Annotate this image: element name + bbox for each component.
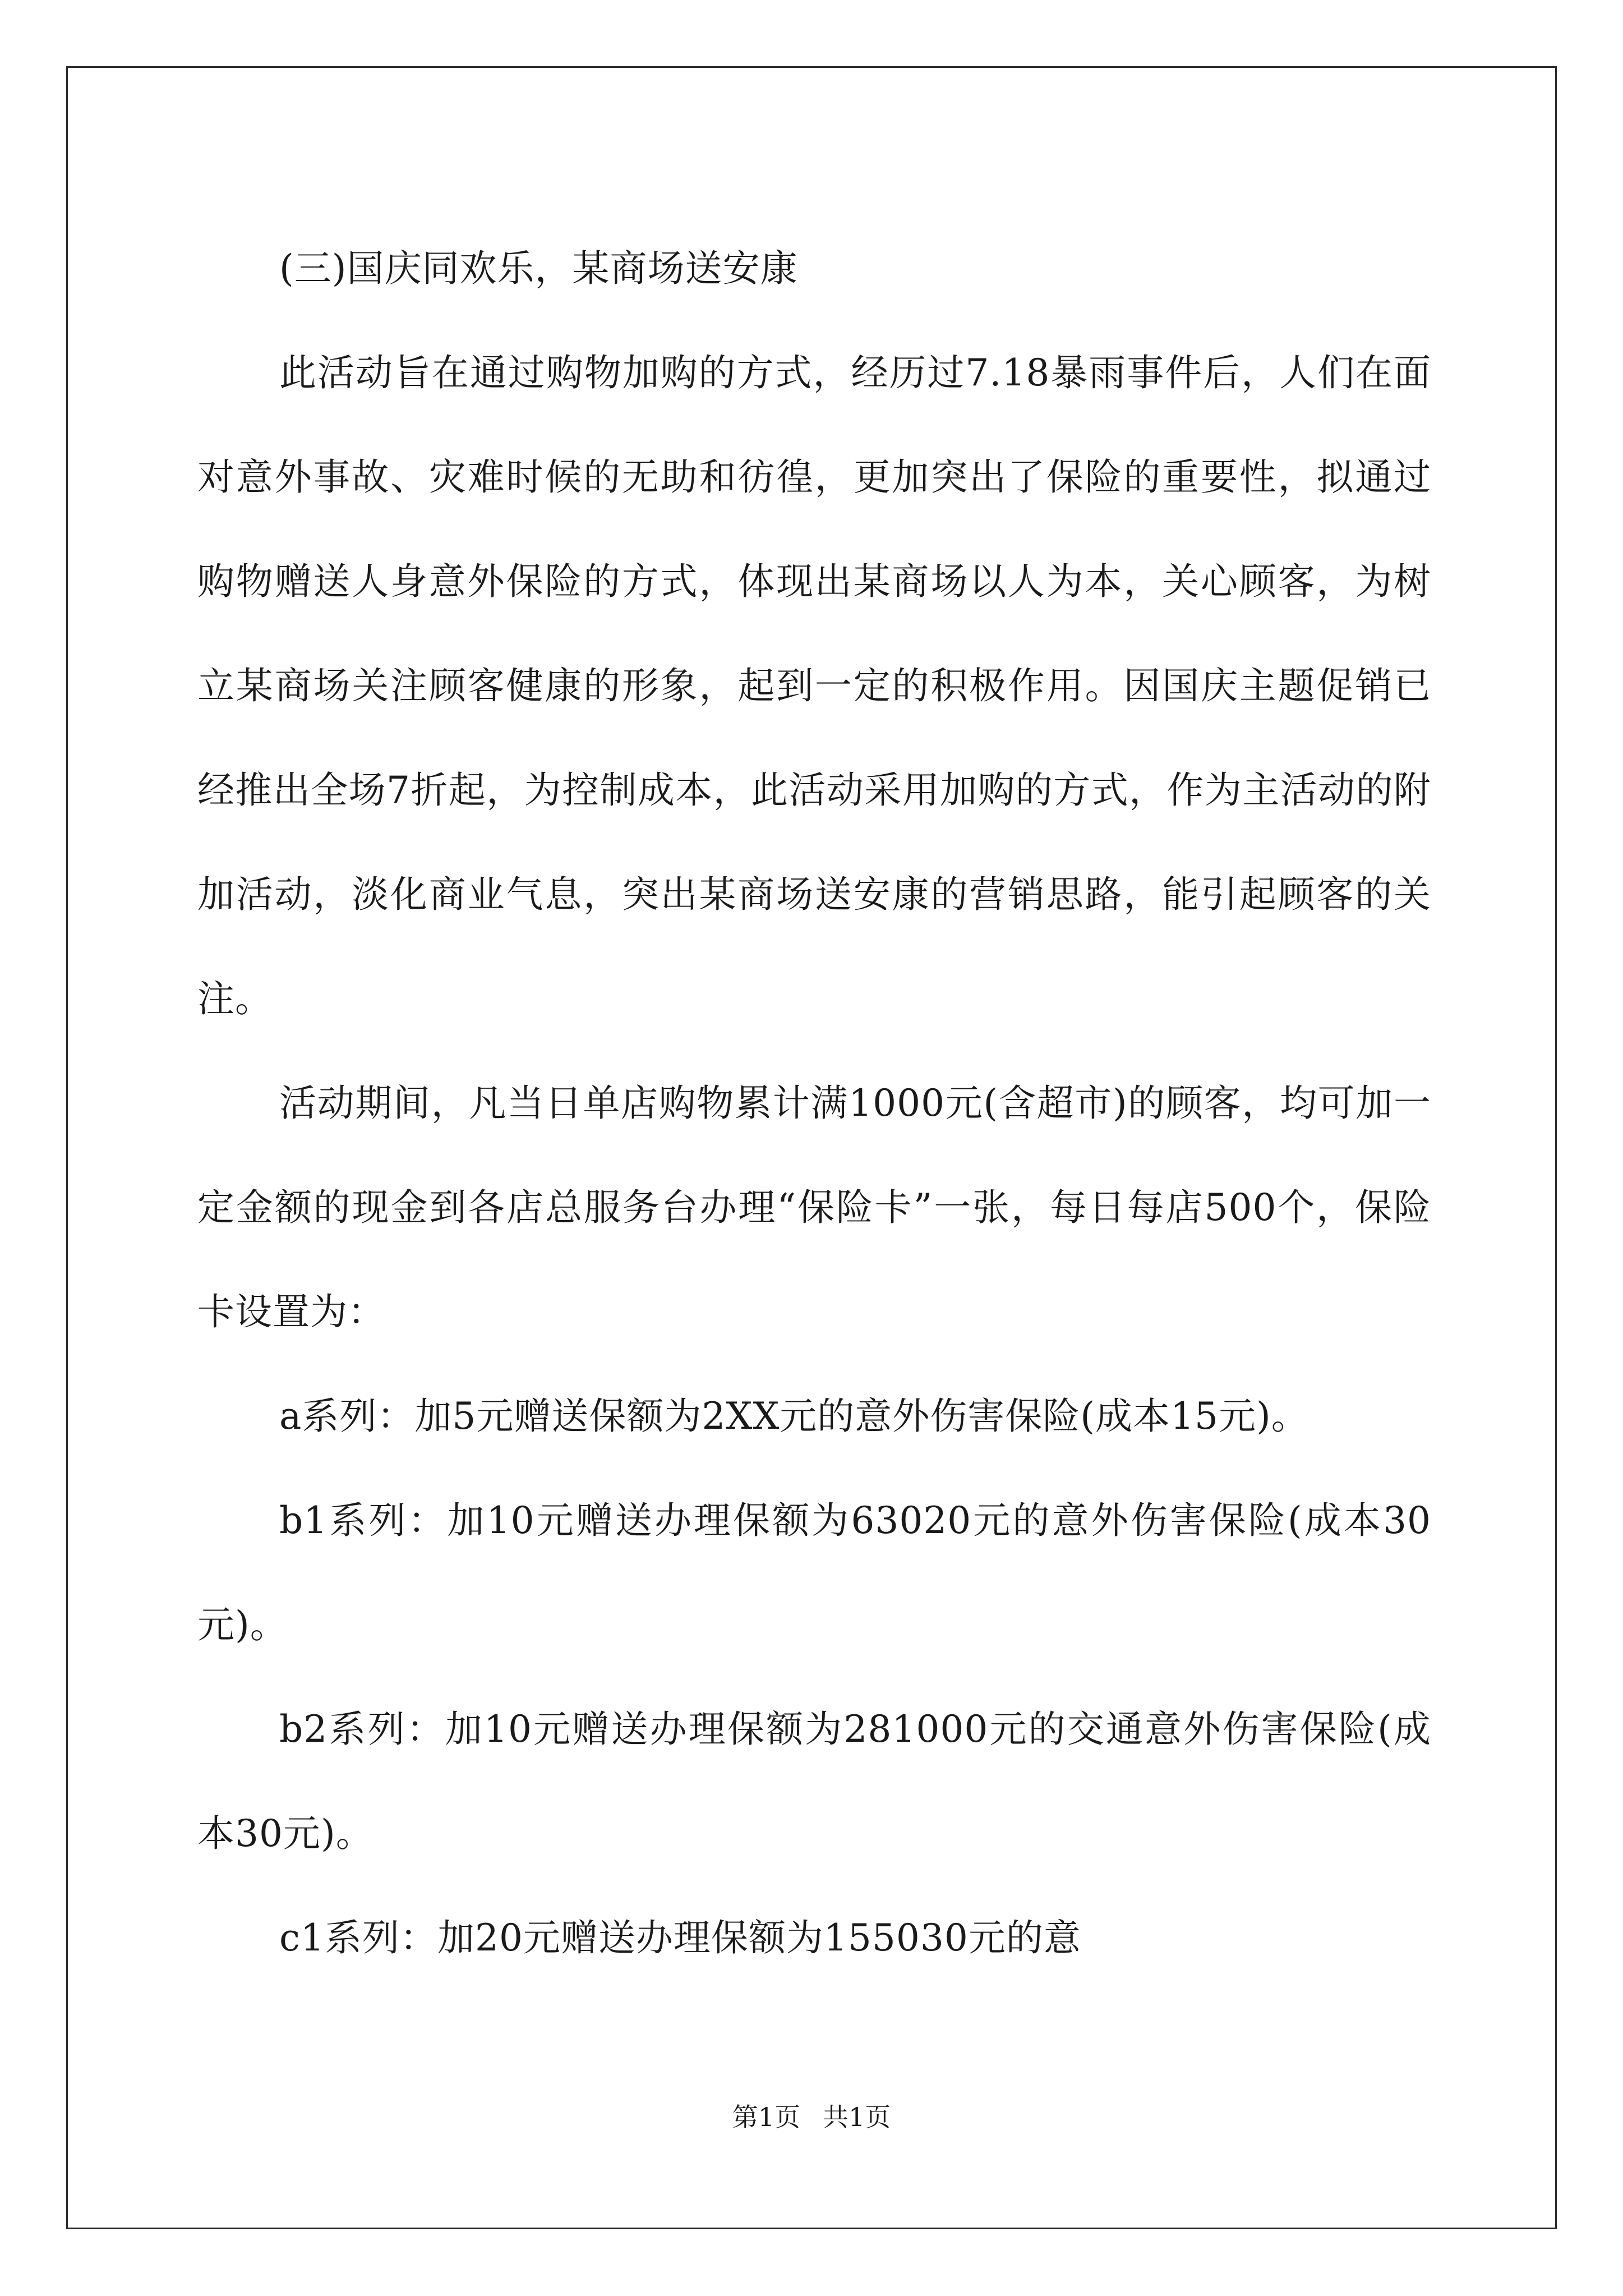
paragraph-series-c1: c1系列：加20元赠送办理保额为155030元的意: [279, 1916, 1081, 1959]
document-body: [197, 217, 1431, 1990]
paragraph-intro: 此活动旨在通过购物加购的方式，经历过7.18暴雨事件后，人们在面对意外事故、灾难时候的无助和彷徨，更加突出了保险的重要性，拟通过购物赠送人身意外保险的方式，体现出某商场以人为本，关心顾客，为树立某商场关注顾客健康的形象，起到一定的积极作用。因国庆主题促销已经推出全场7折起，为控制成本，此活动采用加购的方式，作为主活动的附加活动，淡化商业气息，突出某商场送安康的营销思路，能引起顾客的关注。: [197, 351, 1431, 1020]
paragraph-series-b1: b1系列：加10元赠送办理保额为63020元的意外伤害保险(成本30元)。: [197, 1499, 1431, 1646]
paragraph-series-a: a系列：加5元赠送保额为2XX元的意外伤害保险(成本15元)。: [279, 1395, 1309, 1438]
page-number: 第1页: [732, 2102, 800, 2132]
page-total: 共1页: [823, 2102, 891, 2132]
section-heading: (三)国庆同欢乐，某商场送安康: [279, 247, 798, 290]
paragraph-series-b2: b2系列：加10元赠送办理保额为281000元的交通意外伤害保险(成本30元)。: [197, 1708, 1431, 1855]
page-footer: [0, 2097, 1623, 2134]
paragraph-activity: 活动期间，凡当日单店购物累计满1000元(含超市)的顾客，均可加一定金额的现金到各店总服务台办理“保险卡”一张，每日每店500个，保险卡设置为：: [197, 1082, 1431, 1333]
